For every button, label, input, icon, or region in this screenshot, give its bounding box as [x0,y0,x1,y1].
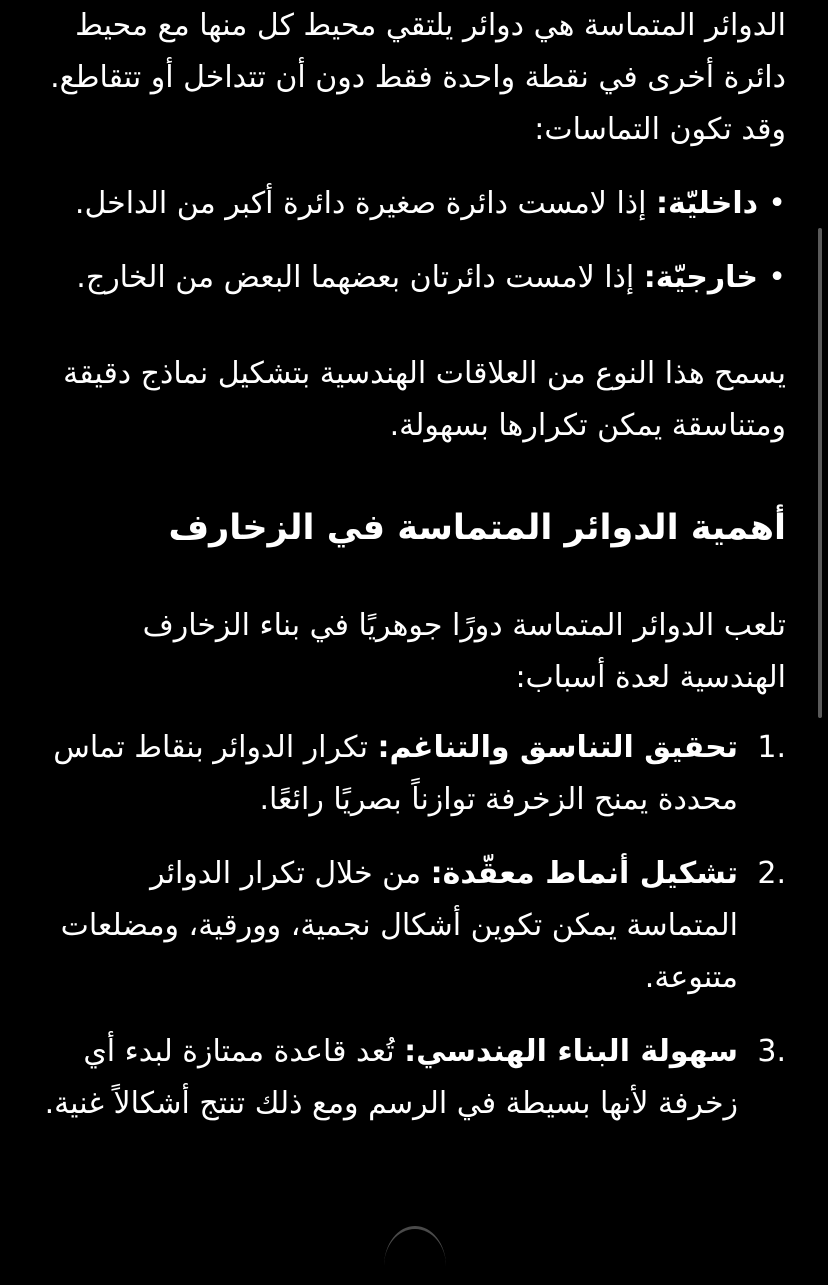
term-description: تُعد قاعدة ممتازة لبدء أي زخرفة لأنها بسيطة في الرسم ومع ذلك تنتج أشكالاً غنية. [44,1034,738,1121]
tangency-types-list [38,178,786,304]
term-label: تشكيل أنماط معقّدة: [430,856,738,891]
term-label: داخليّة: [656,186,758,221]
term-label: سهولة البناء الهندسي: [404,1034,738,1069]
item-number: 2. [757,856,786,891]
bullet-marker: • [768,186,786,221]
list-item [38,722,786,826]
intro-paragraph: الدوائر المتماسة هي دوائر يلتقي محيط كل منها مع محيط دائرة أخرى في نقطة واحدة فقط دون أن تتداخل أو تتقاطع. وقد تكون التماسات: [50,8,786,147]
list-item [38,178,786,230]
summary-paragraph: يسمح هذا النوع من العلاقات الهندسية بتشكيل نماذج دقيقة ومتناسقة يمكن تكرارها بسهولة. [63,356,786,443]
term-description: من خلال تكرار الدوائر المتماسة يمكن تكوين أشكال نجمية، وورقية، ومضلعات متنوعة. [60,856,738,995]
vertical-scrollbar[interactable] [818,228,822,718]
list-item [38,252,786,304]
bullet-marker: • [768,260,786,295]
article-content [38,0,786,1152]
term-label: تحقيق التناسق والتناغم: [377,730,738,765]
term-description: إذا لامست دائرة صغيرة دائرة أكبر من الداخل. [74,186,657,221]
list-item [38,848,786,1004]
scroll-down-indicator-icon[interactable] [384,1226,446,1266]
section-heading: أهمية الدوائر المتماسة في الزخارف [168,508,786,548]
item-number: 1. [757,730,786,765]
term-description: إذا لامست دائرتان بعضهما البعض من الخارج. [76,260,644,295]
item-number: 3. [757,1034,786,1069]
list-item [38,1026,786,1130]
term-label: خارجيّة: [643,260,758,295]
term-description: تكرار الدوائر بنقاط تماس محددة يمنح الزخرفة توازناً بصريًا رائعًا. [53,730,738,817]
section-intro-paragraph: تلعب الدوائر المتماسة دورًا جوهريًا في بناء الزخارف الهندسية لعدة أسباب: [142,608,786,695]
reasons-list [38,722,786,1130]
